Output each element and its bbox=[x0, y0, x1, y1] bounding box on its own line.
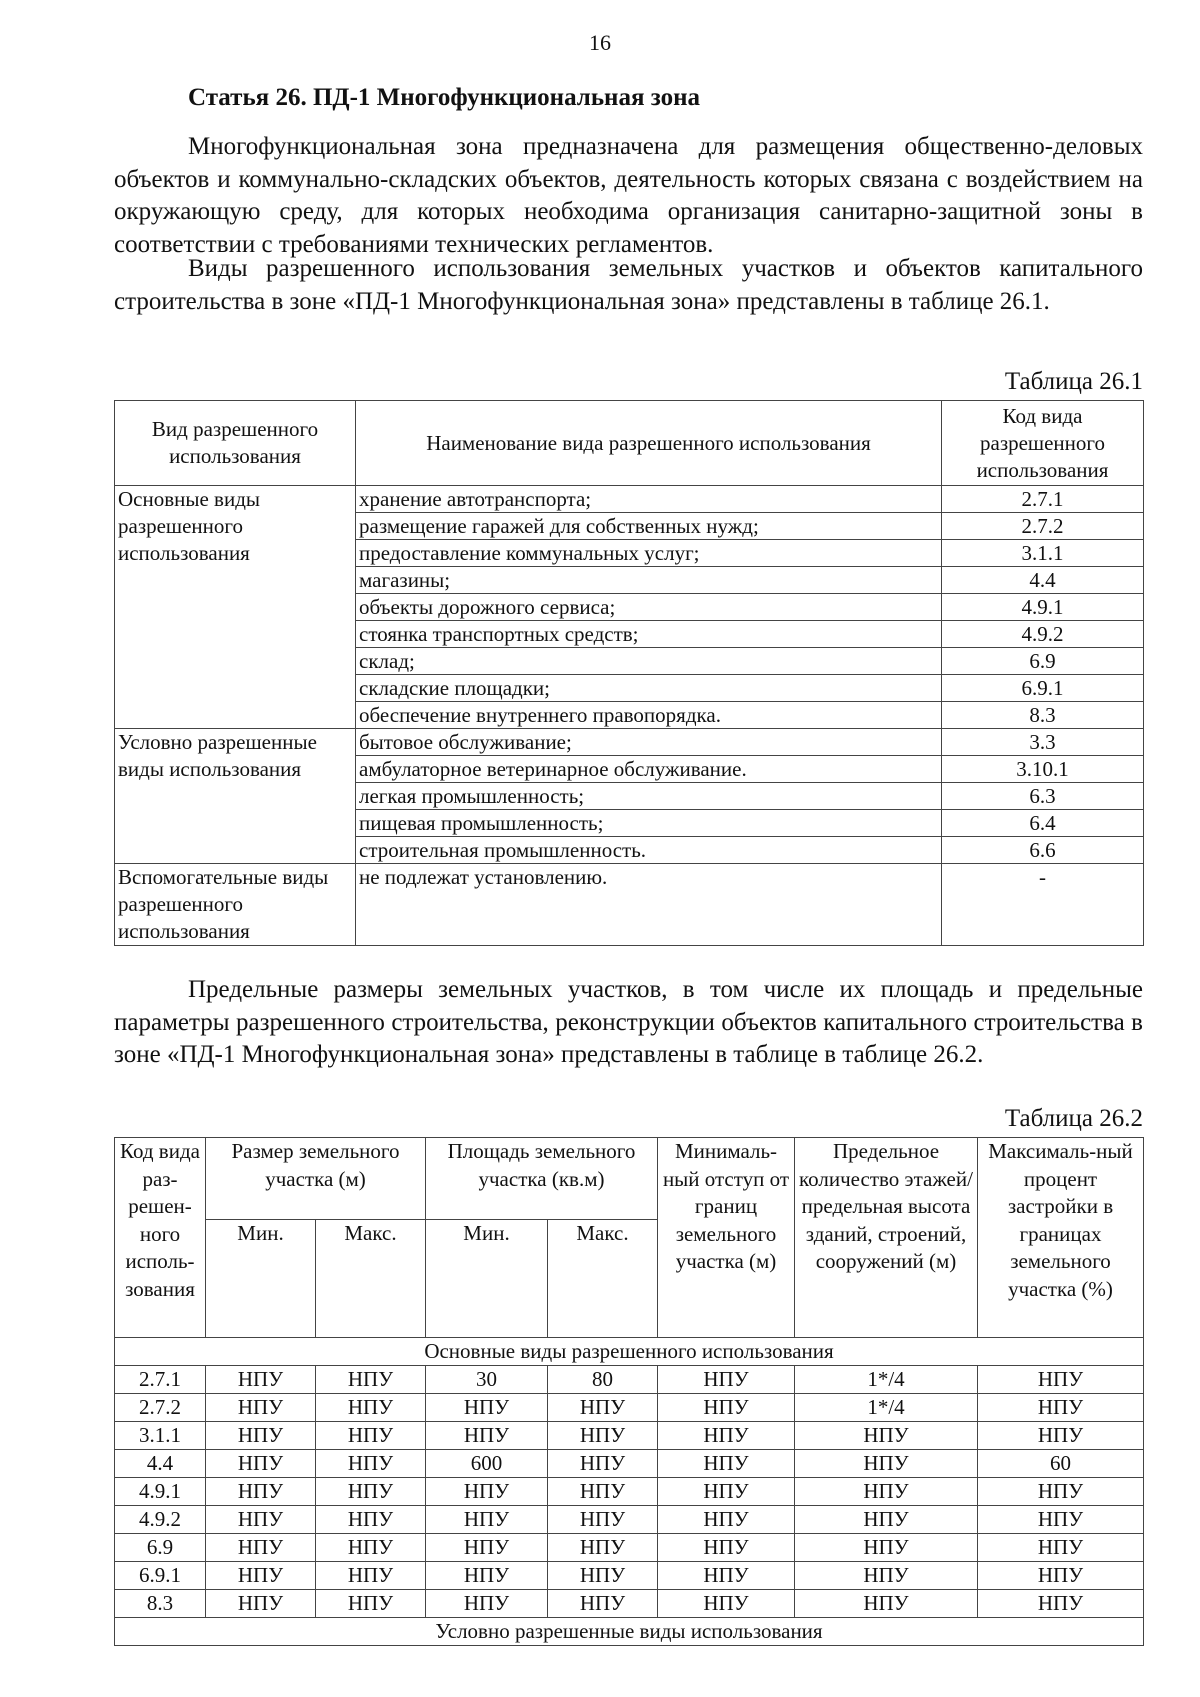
cell: НПУ bbox=[795, 1450, 978, 1478]
cell: НПУ bbox=[316, 1450, 426, 1478]
header-size-min: Мин. bbox=[206, 1220, 316, 1338]
cell-code: 3.1.1 bbox=[115, 1422, 206, 1450]
cell: НПУ bbox=[316, 1562, 426, 1590]
cell: 60 bbox=[978, 1450, 1144, 1478]
cell: НПУ bbox=[978, 1534, 1144, 1562]
cell: 1*/4 bbox=[795, 1366, 978, 1394]
cell: 600 bbox=[426, 1450, 548, 1478]
article-heading: Статья 26. ПД-1 Многофункциональная зона bbox=[188, 84, 701, 111]
cell: НПУ bbox=[978, 1506, 1144, 1534]
header-area-min: Мин. bbox=[426, 1220, 548, 1338]
header-size-max: Макс. bbox=[316, 1220, 426, 1338]
use-name: не подлежат установлению. bbox=[356, 864, 942, 946]
use-name: строительная промышленность. bbox=[356, 837, 942, 864]
table-row bbox=[115, 1562, 1144, 1590]
use-name: размещение гаражей для собственных нужд; bbox=[356, 513, 942, 540]
use-name: склад; bbox=[356, 648, 942, 675]
cell: НПУ bbox=[658, 1562, 795, 1590]
header-area-max: Макс. bbox=[548, 1220, 658, 1338]
cell: НПУ bbox=[206, 1590, 316, 1618]
use-code: 6.9.1 bbox=[942, 675, 1144, 702]
cell: НПУ bbox=[658, 1534, 795, 1562]
cell: НПУ bbox=[795, 1422, 978, 1450]
use-code: - bbox=[942, 864, 1144, 946]
use-code: 6.6 bbox=[942, 837, 1144, 864]
cell: НПУ bbox=[206, 1478, 316, 1506]
header-plot-area: Площадь земельного участка (кв.м) bbox=[426, 1138, 658, 1220]
cell: НПУ bbox=[426, 1534, 548, 1562]
cell: НПУ bbox=[795, 1506, 978, 1534]
cell: НПУ bbox=[426, 1562, 548, 1590]
cell: НПУ bbox=[795, 1478, 978, 1506]
category-cell: Условно разрешенные виды использования bbox=[115, 729, 356, 864]
table-row bbox=[115, 864, 1144, 946]
cell: НПУ bbox=[548, 1590, 658, 1618]
cell: НПУ bbox=[316, 1590, 426, 1618]
cell: НПУ bbox=[206, 1366, 316, 1394]
cell: НПУ bbox=[978, 1590, 1144, 1618]
paragraph-zone-purpose: Многофункциональная зона предназначена для размещения общественно-деловых объектов и коммунально-складских объектов, деятельность которых связана с воздействием на окружающую среду, для которых необходима организация санитарно-защитной зоны в соответствии с требованиями технических регламентов. bbox=[114, 133, 1143, 258]
table-row bbox=[115, 729, 1144, 756]
page-number: 16 bbox=[589, 30, 611, 55]
use-code: 4.9.2 bbox=[942, 621, 1144, 648]
cell: НПУ bbox=[795, 1590, 978, 1618]
use-code: 6.4 bbox=[942, 810, 1144, 837]
table-row bbox=[115, 1478, 1144, 1506]
use-code: 2.7.2 bbox=[942, 513, 1144, 540]
cell: НПУ bbox=[548, 1534, 658, 1562]
use-name: объекты дорожного сервиса; bbox=[356, 594, 942, 621]
cell: НПУ bbox=[316, 1366, 426, 1394]
cell: НПУ bbox=[426, 1506, 548, 1534]
header-coverage: Максималь-ный процент застройки в границах земельного участка (%) bbox=[978, 1138, 1144, 1338]
use-name: магазины; bbox=[356, 567, 942, 594]
cell: НПУ bbox=[206, 1562, 316, 1590]
cell: НПУ bbox=[795, 1562, 978, 1590]
cell-code: 4.9.1 bbox=[115, 1478, 206, 1506]
cell: 1*/4 bbox=[795, 1394, 978, 1422]
cell: НПУ bbox=[206, 1394, 316, 1422]
cell: НПУ bbox=[658, 1450, 795, 1478]
use-name: складские площадки; bbox=[356, 675, 942, 702]
table-row bbox=[115, 1366, 1144, 1394]
cell-code: 6.9.1 bbox=[115, 1562, 206, 1590]
cell: НПУ bbox=[658, 1422, 795, 1450]
cell: НПУ bbox=[548, 1450, 658, 1478]
table1-caption: Таблица 26.1 bbox=[1004, 368, 1143, 395]
cell: НПУ bbox=[206, 1450, 316, 1478]
use-code: 6.3 bbox=[942, 783, 1144, 810]
use-code: 6.9 bbox=[942, 648, 1144, 675]
cell: НПУ bbox=[658, 1478, 795, 1506]
cell: НПУ bbox=[548, 1562, 658, 1590]
cell: НПУ bbox=[978, 1366, 1144, 1394]
table-parameters bbox=[114, 1137, 1144, 1646]
table2-caption: Таблица 26.2 bbox=[1004, 1105, 1143, 1132]
cell-code: 4.9.2 bbox=[115, 1506, 206, 1534]
table-row bbox=[115, 1422, 1144, 1450]
use-name: стоянка транспортных средств; bbox=[356, 621, 942, 648]
paragraph-table1-intro: Виды разрешенного использования земельных участков и объектов капитального строительства в зоне «ПД-1 Многофункциональная зона» представлены в таблице 26.1. bbox=[114, 255, 1143, 315]
cell-code: 4.4 bbox=[115, 1450, 206, 1478]
cell-code: 2.7.2 bbox=[115, 1394, 206, 1422]
header-code: Код вида раз-решен-ного исполь-зования bbox=[115, 1138, 206, 1338]
use-name: легкая промышленность; bbox=[356, 783, 942, 810]
header-floors: Предельное количество этажей/ предельная высота зданий, строений, сооружений (м) bbox=[795, 1138, 978, 1338]
use-name: предоставление коммунальных услуг; bbox=[356, 540, 942, 567]
table-row bbox=[115, 1534, 1144, 1562]
table-row bbox=[115, 1450, 1144, 1478]
cell: НПУ bbox=[316, 1422, 426, 1450]
cell: НПУ bbox=[206, 1506, 316, 1534]
use-code: 2.7.1 bbox=[942, 486, 1144, 513]
cell: НПУ bbox=[548, 1422, 658, 1450]
cell: НПУ bbox=[978, 1394, 1144, 1422]
category-cell: Вспомогательные виды разрешенного использования bbox=[115, 864, 356, 946]
cell: 80 bbox=[548, 1366, 658, 1394]
category-cell: Основные виды разрешенного использования bbox=[115, 486, 356, 729]
table-row bbox=[115, 486, 1144, 513]
cell: НПУ bbox=[658, 1506, 795, 1534]
cell: НПУ bbox=[426, 1394, 548, 1422]
table-permitted-uses bbox=[114, 400, 1144, 946]
paragraph-table2-intro: Предельные размеры земельных участков, в том числе их площадь и предельные параметры разрешенного строительства, реконструкции объектов капитального строительства в зоне «ПД-1 Многофункциональная зона» представлены в таблице в таблице 26.2. bbox=[114, 976, 1143, 1068]
cell: НПУ bbox=[426, 1422, 548, 1450]
cell: НПУ bbox=[316, 1478, 426, 1506]
group-main-label: Основные виды разрешенного использования bbox=[115, 1338, 1144, 1366]
cell-code: 8.3 bbox=[115, 1590, 206, 1618]
table-row bbox=[115, 1590, 1144, 1618]
cell: НПУ bbox=[978, 1422, 1144, 1450]
table1-header-row bbox=[115, 401, 1144, 486]
use-name: амбулаторное ветеринарное обслуживание. bbox=[356, 756, 942, 783]
use-code: 8.3 bbox=[942, 702, 1144, 729]
cell: НПУ bbox=[206, 1534, 316, 1562]
use-code: 4.4 bbox=[942, 567, 1144, 594]
use-code: 3.1.1 bbox=[942, 540, 1144, 567]
table2-header-row bbox=[115, 1138, 1144, 1220]
group-conditional-label: Условно разрешенные виды использования bbox=[115, 1618, 1144, 1646]
cell-code: 2.7.1 bbox=[115, 1366, 206, 1394]
table1-header-code: Код вида разрешенного использования bbox=[942, 401, 1144, 486]
header-setback: Минималь-ный отступ от границ земельного участка (м) bbox=[658, 1138, 795, 1338]
cell: НПУ bbox=[316, 1534, 426, 1562]
cell: НПУ bbox=[426, 1590, 548, 1618]
group-row bbox=[115, 1338, 1144, 1366]
cell: НПУ bbox=[206, 1422, 316, 1450]
group-row bbox=[115, 1618, 1144, 1646]
use-name: обеспечение внутреннего правопорядка. bbox=[356, 702, 942, 729]
cell: НПУ bbox=[658, 1394, 795, 1422]
cell: НПУ bbox=[978, 1562, 1144, 1590]
cell: НПУ bbox=[658, 1366, 795, 1394]
use-name: хранение автотранспорта; bbox=[356, 486, 942, 513]
cell: НПУ bbox=[548, 1394, 658, 1422]
cell: НПУ bbox=[316, 1394, 426, 1422]
cell: НПУ bbox=[795, 1534, 978, 1562]
header-plot-size: Размер земельного участка (м) bbox=[206, 1138, 426, 1220]
table1-header-name: Наименование вида разрешенного использования bbox=[356, 401, 942, 486]
cell: 30 bbox=[426, 1366, 548, 1394]
table-row bbox=[115, 1506, 1144, 1534]
cell: НПУ bbox=[548, 1478, 658, 1506]
cell: НПУ bbox=[978, 1478, 1144, 1506]
use-code: 3.3 bbox=[942, 729, 1144, 756]
cell-code: 6.9 bbox=[115, 1534, 206, 1562]
use-name: пищевая промышленность; bbox=[356, 810, 942, 837]
cell: НПУ bbox=[426, 1478, 548, 1506]
use-code: 4.9.1 bbox=[942, 594, 1144, 621]
use-name: бытовое обслуживание; bbox=[356, 729, 942, 756]
table-row bbox=[115, 1394, 1144, 1422]
cell: НПУ bbox=[658, 1590, 795, 1618]
cell: НПУ bbox=[548, 1506, 658, 1534]
table1-header-category: Вид разрешенного использования bbox=[115, 401, 356, 486]
cell: НПУ bbox=[316, 1506, 426, 1534]
use-code: 3.10.1 bbox=[942, 756, 1144, 783]
